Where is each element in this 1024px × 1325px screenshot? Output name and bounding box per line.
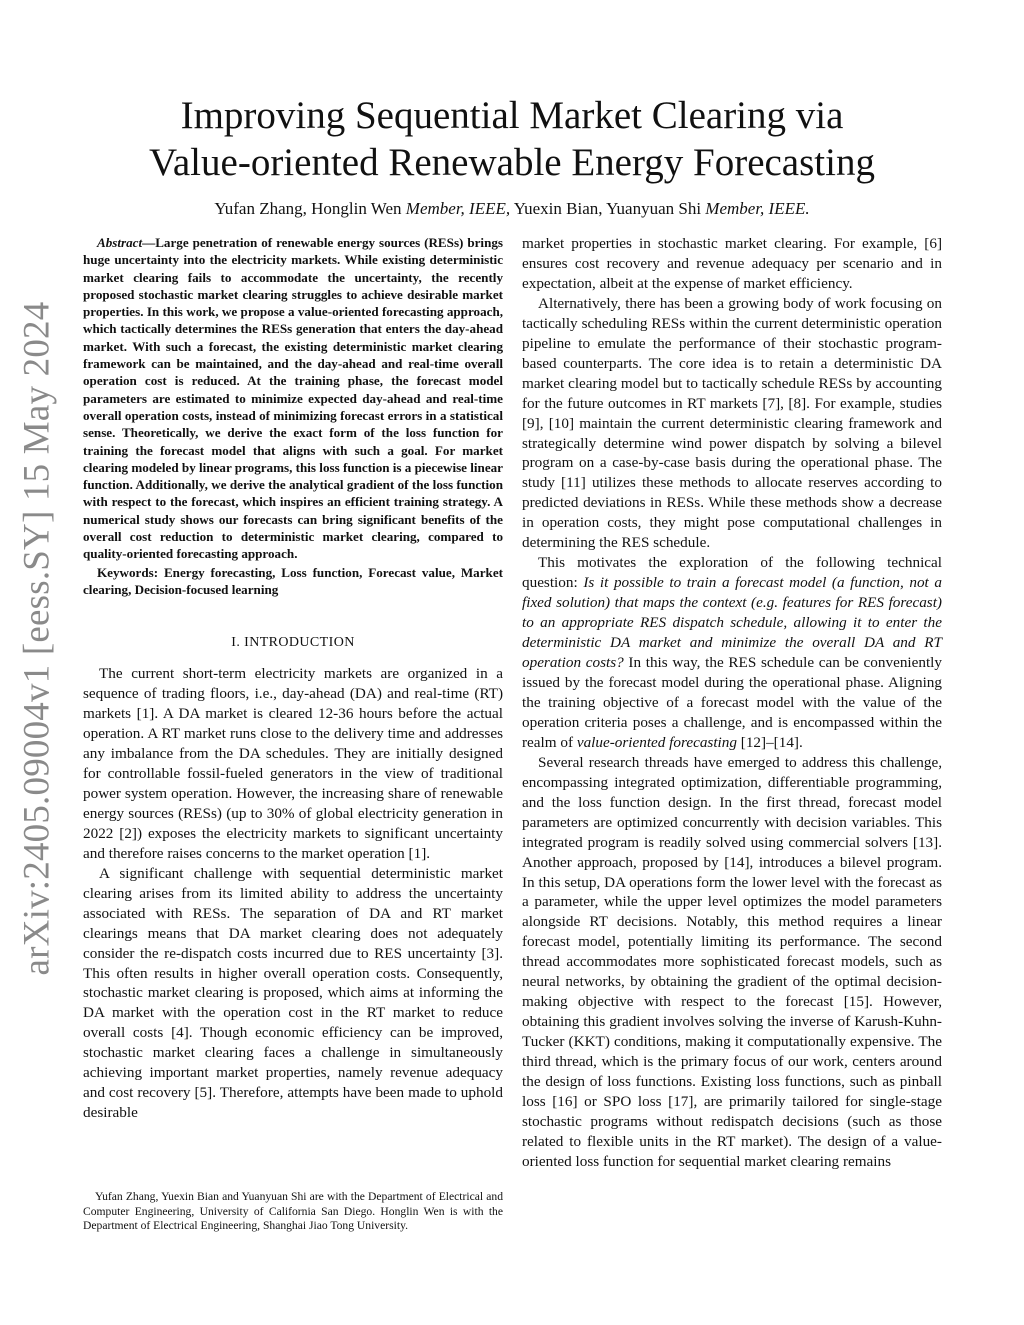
- authors-part-2: Yuexin Bian, Yuanyuan Shi: [510, 199, 706, 218]
- right-column: [522, 234, 942, 1172]
- abstract: [83, 234, 503, 563]
- arxiv-id[interactable]: arXiv:2405.09004v1 [eess.SY] 15 May 2024: [16, 301, 58, 975]
- authors-affiliation-1: Member, IEEE,: [405, 199, 511, 218]
- p3-text-a: This motivates the exploration of the following technical question:: [522, 554, 942, 592]
- authors-part-1: Yufan Zhang, Honglin Wen: [214, 199, 406, 218]
- title-line-1: Improving Sequential Market Clearing via: [180, 94, 844, 137]
- title-line-2: Value-oriented Renewable Energy Forecasting: [149, 141, 875, 184]
- author-list: [80, 198, 944, 220]
- right-paragraph-1: market properties in stochastic market clearing. For example, [6] ensures cost recovery and revenue adequacy per scenario and in expectation, albeit at the expense of market efficiency.: [522, 235, 942, 292]
- abstract-text: Large penetration of renewable energy sources (RESs) brings huge uncertainty into the electricity markets. While existing deterministic market clearing fails to accommodate the uncertainty, the recently proposed stochastic market clearing struggles to achieve desirable market properties. In this work, we propose a value-oriented forecasting approach, which tactically determines the RESs generation that enters the day-ahead market. With such a forecast, the existing deterministic market clearing framework can be maintained, and the day-ahead and real-time overall operation cost is reduced. At the training phase, the forecast model parameters are estimated to minimize expected day-ahead and real-time overall operation costs, instead of minimizing forecast errors in a statistical sense. Theoretically, we derive the exact form of the loss function for training the forecast model that aligns with such a goal. For market clearing modeled by linear programs, this loss function is a piecewise linear function. Additionally, we derive the analytical gradient of the loss function with respect to the forecast, which inspires an efficient training strategy. A numerical study shows our forecasts can bring significant benefits of the overall cost reduction to deterministic market clearing, compared to quality-oriented forecasting approach.: [83, 235, 503, 562]
- p3-text-b: In this way, the RES schedule can be conveniently issued by the forecast model during the operational phase. Aligning the training objective of a forecast model with the value of the operation criteria poses a challenge, and is encompassed within the realm of: [522, 654, 942, 751]
- right-paragraph-4: Several research threads have emerged to address this challenge, encompassing integrated optimization, differentiable programming, and the loss function design. In the first thread, forecast model parameters are optimized concurrently with decision variables. This integrated program is readily solved using commercial solvers [13]. Another approach, proposed by [14], introduces a bilevel program. In this setup, DA operations form the lower level with the forecast as a parameter, while the upper level optimizes the model parameters alongside RT decisions. Notably, this method requires a linear forecast model, potentially limiting its performance. The second thread accommodates more sophisticated forecast models, such as neural networks, by obtaining the gradient of the optimal decision-making objective with respect to the forecast [15]. However, obtaining this gradient involves solving the inverse of Karush-Kuhn-Tucker (KKT) conditions, making it computationally expensive. The third thread, which is the primary focus of our work, centers around the design of loss functions. Existing loss functions, such as pinball loss [16] or SPO loss [17], are primarily tailored for single-stage stochastic programs without redispatch decisions (such as those related to flexible units in the RT market). The design of a value-oriented loss function for sequential market clearing remains: [522, 753, 942, 1170]
- author-footnote: Yufan Zhang, Yuexin Bian and Yuanyuan Shi are with the Department of Electrical and Computer Engineering, University of California San Diego. Honglin Wen is with the Department of Electrical Engineering, Shanghai Jiao Tong University.: [83, 1190, 503, 1233]
- section-heading-introduction: I. INTRODUCTION: [231, 635, 355, 651]
- intro-paragraph-1: The current short-term electricity markets are organized in a sequence of trading floors, i.e., day-ahead (DA) and real-time (RT) markets [1]. A DA market is cleared 12-36 hours before the actual operation. A RT market runs close to the delivery time and addresses any imbalance from the DA schedules. They are initially designed for controllable fossil-fueled generators in the view of traditional power system operation. However, the increasing share of renewable energy sources (RESs) (up to 30% of global electricity generation in 2022 [2]) exposes the electricity markets to significant uncertainty and therefore raises concerns to the market operation [1].: [83, 665, 503, 862]
- keywords: Keywords: Energy forecasting, Loss function, Forecast value, Market clearing, Decision-focused learning: [83, 564, 503, 597]
- authors-affiliation-2: Member, IEEE.: [705, 199, 810, 218]
- value-oriented-term: value-oriented forecasting: [576, 733, 737, 751]
- research-question: Is it possible to train a forecast model (a function, not a fixed solution) that maps the context (e.g. features for RES forecast) to an appropriate RES dispatch schedule, allowing it to enter the deterministic DA market and minimize the overall DA and RT operation costs?: [522, 574, 942, 672]
- intro-paragraph-2: A significant challenge with sequential deterministic market clearing arises from its limited ability to address the uncertainty associated with RESs. The separation of DA and RT market clearings means that DA market clearing does not adequately consider the re-dispatch costs incurred due to RES uncertainty [3]. This often results in higher overall operation costs. Consequently, stochastic market clearing is proposed, which aims at informing the DA market with the operation cost in the RT market to reduce overall costs [4]. Though economic efficiency can be improved, stochastic market clearing faces a challenge in simultaneously achieving important market properties, namely revenue adequacy and cost recovery [5]. Therefore, attempts have been made to uphold desirable: [83, 864, 503, 1122]
- left-column: [83, 234, 503, 1123]
- right-paragraph-3: [522, 553, 942, 753]
- p3-text-c: [12]–[14].: [736, 733, 803, 751]
- right-paragraph-2: Alternatively, there has been a growing body of work focusing on tactically scheduling RESs within the current deterministic operation pipeline to emulate the performance of their stochastic program-based counterparts. The core idea is to retain a deterministic DA market clearing model but to tactically schedule RESs by accounting for the future outcomes in RT markets [7], [8]. For example, studies [9], [10] maintain the current deterministic clearing framework and strategically determine wind power dispatch by solving a bilevel program on a case-by-case basis during the operational phase. The study [11] utilizes these methods to allocate reserves according to predicted deviations in RESs. While these methods show a decrease in operation costs, they might pose computational challenges in determining the RES schedule.: [522, 294, 942, 552]
- arxiv-stamp: [14, 301, 60, 975]
- abstract-label: Abstract: [97, 235, 143, 250]
- paper-title: [80, 92, 944, 186]
- abstract-dash: —: [142, 235, 156, 250]
